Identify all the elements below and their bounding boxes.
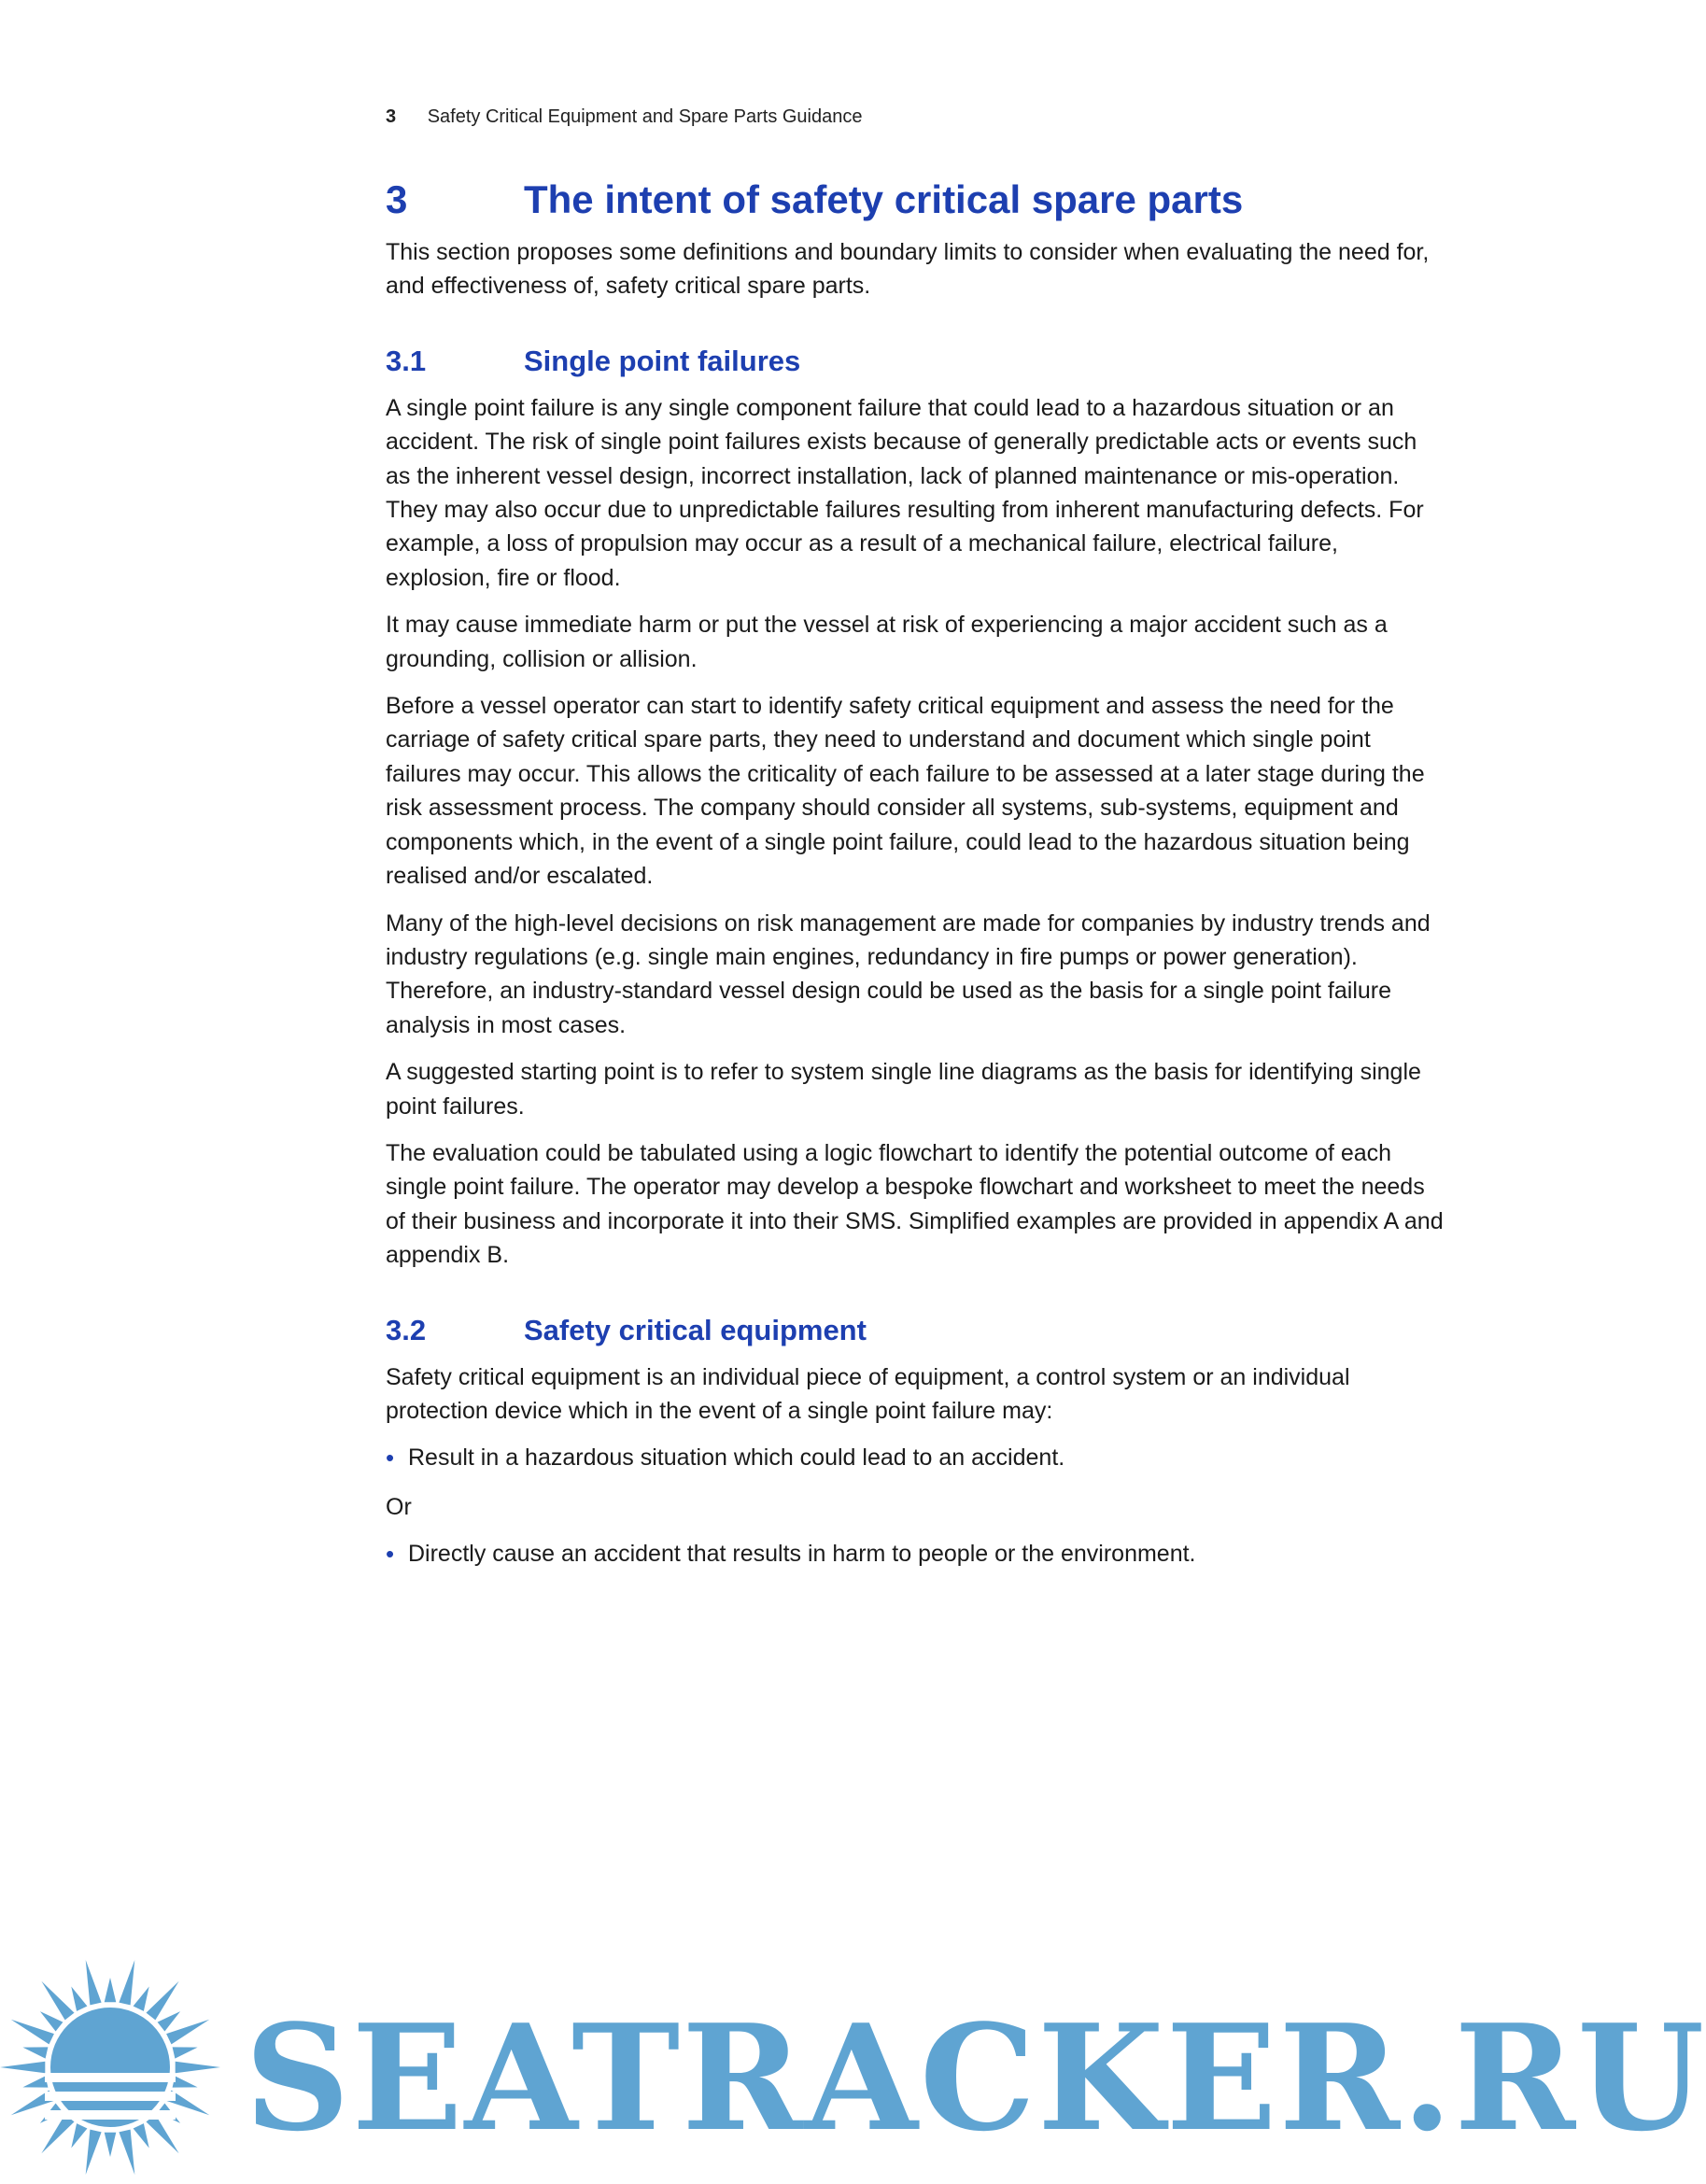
section-number: 3.2 [386, 1313, 427, 1346]
paragraph: Before a vessel operator can start to identify safety critical equipment and assess the need for the carriage of safety critical spare parts, they need to understand and document which single point failures may occur. This allows the criticality of each failure to be assessed at a later stage during the risk assessment process. The company should consider all systems, sub-systems, equipment and components which, in the event of a single point failure, could lead to the hazardous situation being realised and/or escalated. [386, 693, 1425, 890]
sun-ray [147, 2115, 179, 2154]
sun-ray [134, 2123, 149, 2148]
running-header [386, 106, 863, 128]
sun-ray [166, 2020, 209, 2045]
sun-ray [86, 2130, 102, 2175]
sun-ray [86, 1960, 102, 2005]
paragraph: A suggested starting point is to refer to system single line diagrams as the basis for identifying single point failures. [386, 1059, 1421, 1120]
sun-ray [41, 2115, 74, 2154]
sun-ray [22, 2076, 48, 2087]
sun-ray [0, 2062, 45, 2074]
watermark-text: SEATRACKER.RU [245, 1993, 1706, 2163]
sun-ray [176, 2062, 220, 2074]
sun-ray [40, 2011, 63, 2031]
page-number: 3 [386, 106, 397, 127]
sun-ray [147, 1981, 179, 2021]
section-heading-3-2 [386, 1314, 1445, 1347]
paragraph: The evaluation could be tabulated using a logic flowchart to identify the potential outcome of each single point failure. The operator may develop a bespoke flowchart and worksheet to meet the needs of their business and incorporate it into their SMS. Simplified examples are provided in appendix A and appendix B. [386, 1139, 1444, 1269]
section-title: Single point failures [524, 344, 801, 377]
paragraph: A single point failure is any single component failure that could lead to a hazardous situation or an accident. The risk of single point failures exists because of generally predictable acts or events such as the inherent vessel design, incorrect installation, lack of planned maintenance or mis-operation. They may also occur due to unpredictable failures resulting from inherent manufacturing defects. For example, a loss of propulsion may occur as a result of a mechanical failure, electrical failure, explosion, fire or flood. [386, 394, 1424, 591]
paragraph: It may cause immediate harm or put the vessel at risk of experiencing a major accident such as a grounding, collision or allision. [386, 612, 1388, 672]
chapter-heading [386, 177, 1445, 222]
sun-ray [71, 2123, 87, 2148]
main-content [386, 177, 1445, 1586]
chapter-intro: This section proposes some definitions and boundary limits to consider when evaluating the need for, and effectiveness of, safety critical spare parts. [386, 239, 1430, 300]
sun-ray [41, 1981, 74, 2021]
bullet-item [386, 1537, 1445, 1571]
chapter-title: The intent of safety critical spare parts [524, 177, 1244, 221]
bullet-text: Result in a hazardous situation which could lead to an accident. [408, 1444, 1065, 1472]
section-number: 3.1 [386, 344, 427, 377]
sun-ray [71, 1987, 87, 2011]
sun-ray [105, 1978, 117, 2002]
bullet-dot-icon: • [386, 1540, 395, 1569]
document-title: Safety Critical Equipment and Spare Parts Guidance [427, 106, 863, 127]
sun-ray [105, 2133, 117, 2157]
bullet-dot-icon: • [386, 1444, 395, 1472]
connector-text: Or [386, 1493, 412, 1520]
sun-ray [173, 2047, 198, 2058]
bullet-text: Directly cause an accident that results in harm to people or the environment. [408, 1541, 1196, 1568]
sun-ray [11, 2020, 54, 2045]
section-title: Safety critical equipment [524, 1313, 867, 1346]
sun-ray [173, 2076, 198, 2087]
paragraph: Safety critical equipment is an individual piece of equipment, a control system or an individual protection device which in the event of a single point failure may: [386, 1363, 1350, 1424]
sun-ray [134, 1987, 149, 2011]
paragraph: Many of the high-level decisions on risk management are made for companies by industry trends and industry regulations (e.g. single main engines, redundancy in fire pumps or power generation). Therefore, an industry-standard vessel design could be used as the basis for a single point failure analysis in most cases. [386, 909, 1431, 1038]
sun-ray [158, 2011, 181, 2031]
chapter-number: 3 [386, 177, 408, 221]
section-heading-3-1 [386, 345, 1445, 378]
sun-ray [119, 2130, 134, 2175]
sun-ray [22, 2047, 48, 2058]
sun-ray [119, 1960, 134, 2005]
bullet-item [386, 1441, 1445, 1474]
